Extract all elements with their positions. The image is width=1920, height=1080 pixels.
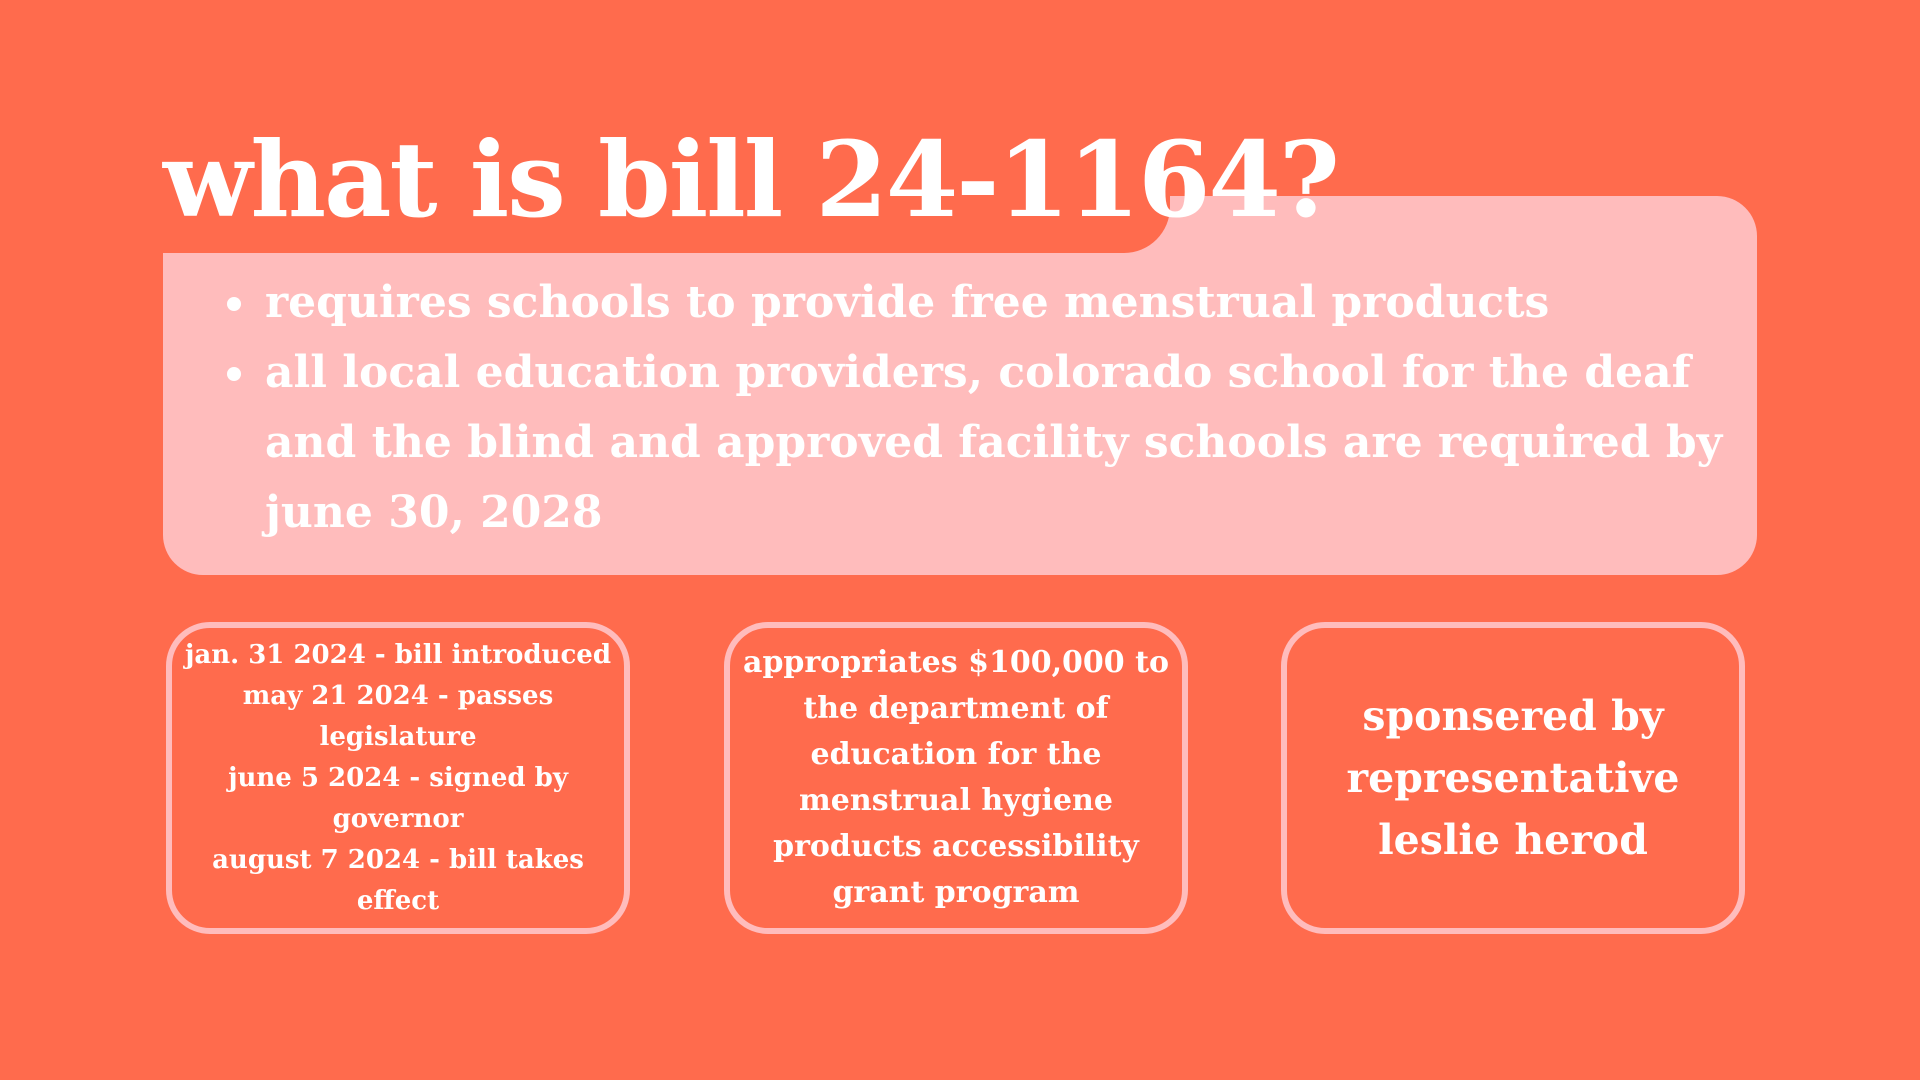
bullet-item — [225, 338, 1725, 548]
bullet-dot-icon — [227, 297, 241, 311]
timeline-list — [172, 635, 624, 922]
page-title: what is bill 24-1164? — [163, 118, 1338, 241]
bullet-text: requires schools to provide free menstrual products — [265, 277, 1550, 328]
timeline-entry: may 21 2024 - passes legislature — [242, 680, 554, 752]
timeline-entry: june 5 2024 - signed by governor — [228, 762, 568, 834]
bullet-dot-icon — [227, 367, 241, 381]
funding-text: appropriates $100,000 to the department of education for the menstrual hygiene products accessibility grant program — [743, 645, 1169, 910]
sponsor-text: sponsered by representative leslie herod — [1346, 692, 1680, 864]
timeline-entry: jan. 31 2024 - bill introduced — [184, 639, 612, 670]
bullet-list — [225, 268, 1725, 548]
sponsor-card — [1281, 622, 1745, 934]
funding-card — [724, 622, 1188, 934]
timeline-entry: august 7 2024 - bill takes effect — [212, 844, 584, 916]
bullet-text: all local education providers, colorado school for the deaf and the blind and approved facility schools are required by june 30, 2028 — [265, 347, 1723, 538]
timeline-card — [166, 622, 630, 934]
bullet-item — [225, 268, 1725, 338]
